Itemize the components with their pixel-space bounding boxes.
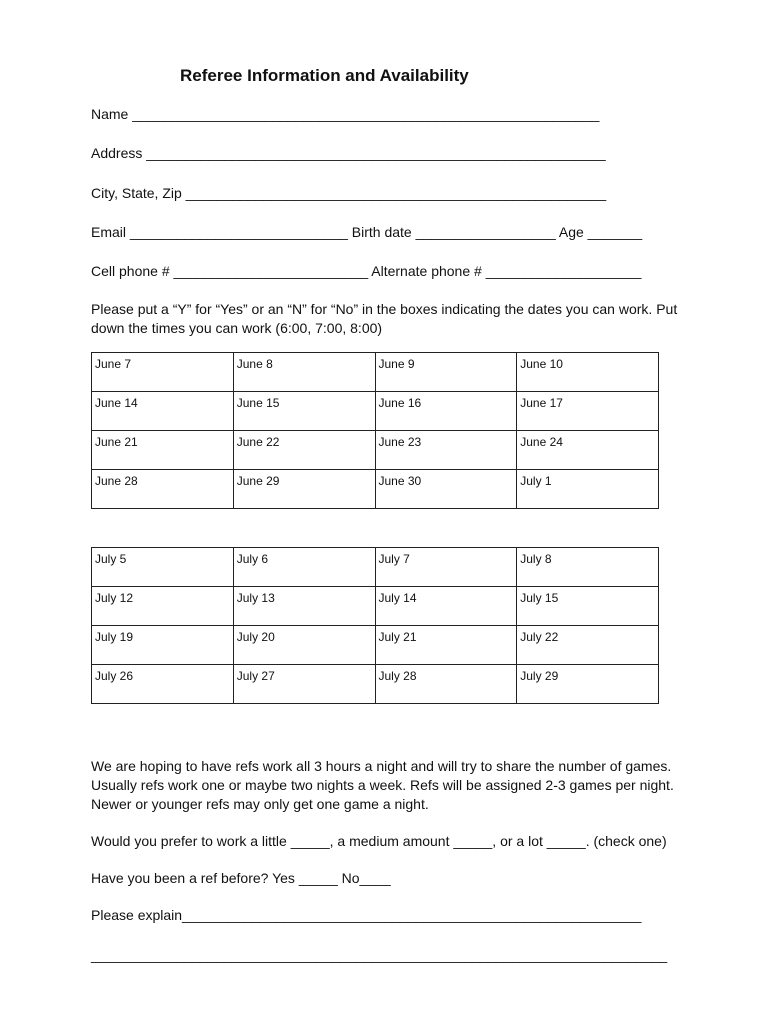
date-cell[interactable]: July 21 — [375, 626, 517, 665]
note-line: Usually refs work one or maybe two nights a week. Refs will be assigned 2-3 games per night. — [91, 777, 674, 793]
table-row — [92, 626, 659, 665]
date-cell[interactable]: July 15 — [517, 587, 659, 626]
explain-field[interactable]: Please explain___________________________________________________________ — [91, 907, 642, 923]
date-cell[interactable]: June 16 — [375, 392, 517, 431]
date-cell[interactable]: June 22 — [233, 431, 375, 470]
date-cell[interactable]: June 28 — [92, 470, 234, 509]
date-cell[interactable]: June 23 — [375, 431, 517, 470]
workload-preference-field[interactable]: Would you prefer to work a little _____, a medium amount _____, or a lot _____. (check one) — [91, 833, 667, 849]
date-cell[interactable]: June 30 — [375, 470, 517, 509]
ref-experience-field[interactable]: Have you been a ref before? Yes _____ No____ — [91, 870, 391, 886]
date-cell[interactable]: July 22 — [517, 626, 659, 665]
date-cell[interactable]: July 13 — [233, 587, 375, 626]
date-cell[interactable]: July 19 — [92, 626, 234, 665]
date-cell[interactable]: June 15 — [233, 392, 375, 431]
table-row — [92, 665, 659, 704]
table-row — [92, 548, 659, 587]
july-availability-table — [91, 547, 659, 704]
hours-note — [91, 757, 674, 814]
form-title: Referee Information and Availability — [180, 66, 469, 85]
name-field[interactable]: Name ____________________________________________________________ — [91, 106, 600, 122]
date-cell[interactable]: June 24 — [517, 431, 659, 470]
instructions-line: down the times you can work (6:00, 7:00, 8:00) — [91, 320, 383, 336]
date-cell[interactable]: July 8 — [517, 548, 659, 587]
date-cell[interactable]: July 1 — [517, 470, 659, 509]
date-cell[interactable]: July 27 — [233, 665, 375, 704]
email-birthdate-age-field[interactable]: Email ____________________________ Birth date __________________ Age _______ — [91, 224, 643, 240]
date-cell[interactable]: July 6 — [233, 548, 375, 587]
date-cell[interactable]: July 7 — [375, 548, 517, 587]
date-cell[interactable]: June 29 — [233, 470, 375, 509]
table-row — [92, 431, 659, 470]
table-row — [92, 470, 659, 509]
table-row — [92, 353, 659, 392]
date-cell[interactable]: July 20 — [233, 626, 375, 665]
date-cell[interactable]: July 28 — [375, 665, 517, 704]
instructions — [91, 300, 677, 338]
date-cell[interactable]: June 7 — [92, 353, 234, 392]
june-availability-table — [91, 352, 659, 509]
note-line: We are hoping to have refs work all 3 hours a night and will try to share the number of games. — [91, 758, 672, 774]
city-state-zip-field[interactable]: City, State, Zip ______________________________________________________ — [91, 185, 607, 201]
explain-field-line[interactable]: __________________________________________________________________________ — [91, 947, 668, 963]
date-cell[interactable]: June 21 — [92, 431, 234, 470]
table-row — [92, 587, 659, 626]
table-row — [92, 392, 659, 431]
date-cell[interactable]: July 12 — [92, 587, 234, 626]
date-cell[interactable]: June 9 — [375, 353, 517, 392]
instructions-line: Please put a “Y” for “Yes” or an “N” for “No” in the boxes indicating the dates you can work. Put — [91, 301, 678, 317]
date-cell[interactable]: June 17 — [517, 392, 659, 431]
date-cell[interactable]: July 14 — [375, 587, 517, 626]
date-cell[interactable]: June 14 — [92, 392, 234, 431]
date-cell[interactable]: June 8 — [233, 353, 375, 392]
date-cell[interactable]: July 29 — [517, 665, 659, 704]
address-field[interactable]: Address ___________________________________________________________ — [91, 145, 606, 161]
date-cell[interactable]: July 5 — [92, 548, 234, 587]
phone-fields[interactable]: Cell phone # _________________________ Alternate phone # ____________________ — [91, 263, 642, 279]
note-line: Newer or younger refs may only get one game a night. — [91, 796, 429, 812]
date-cell[interactable]: July 26 — [92, 665, 234, 704]
date-cell[interactable]: June 10 — [517, 353, 659, 392]
